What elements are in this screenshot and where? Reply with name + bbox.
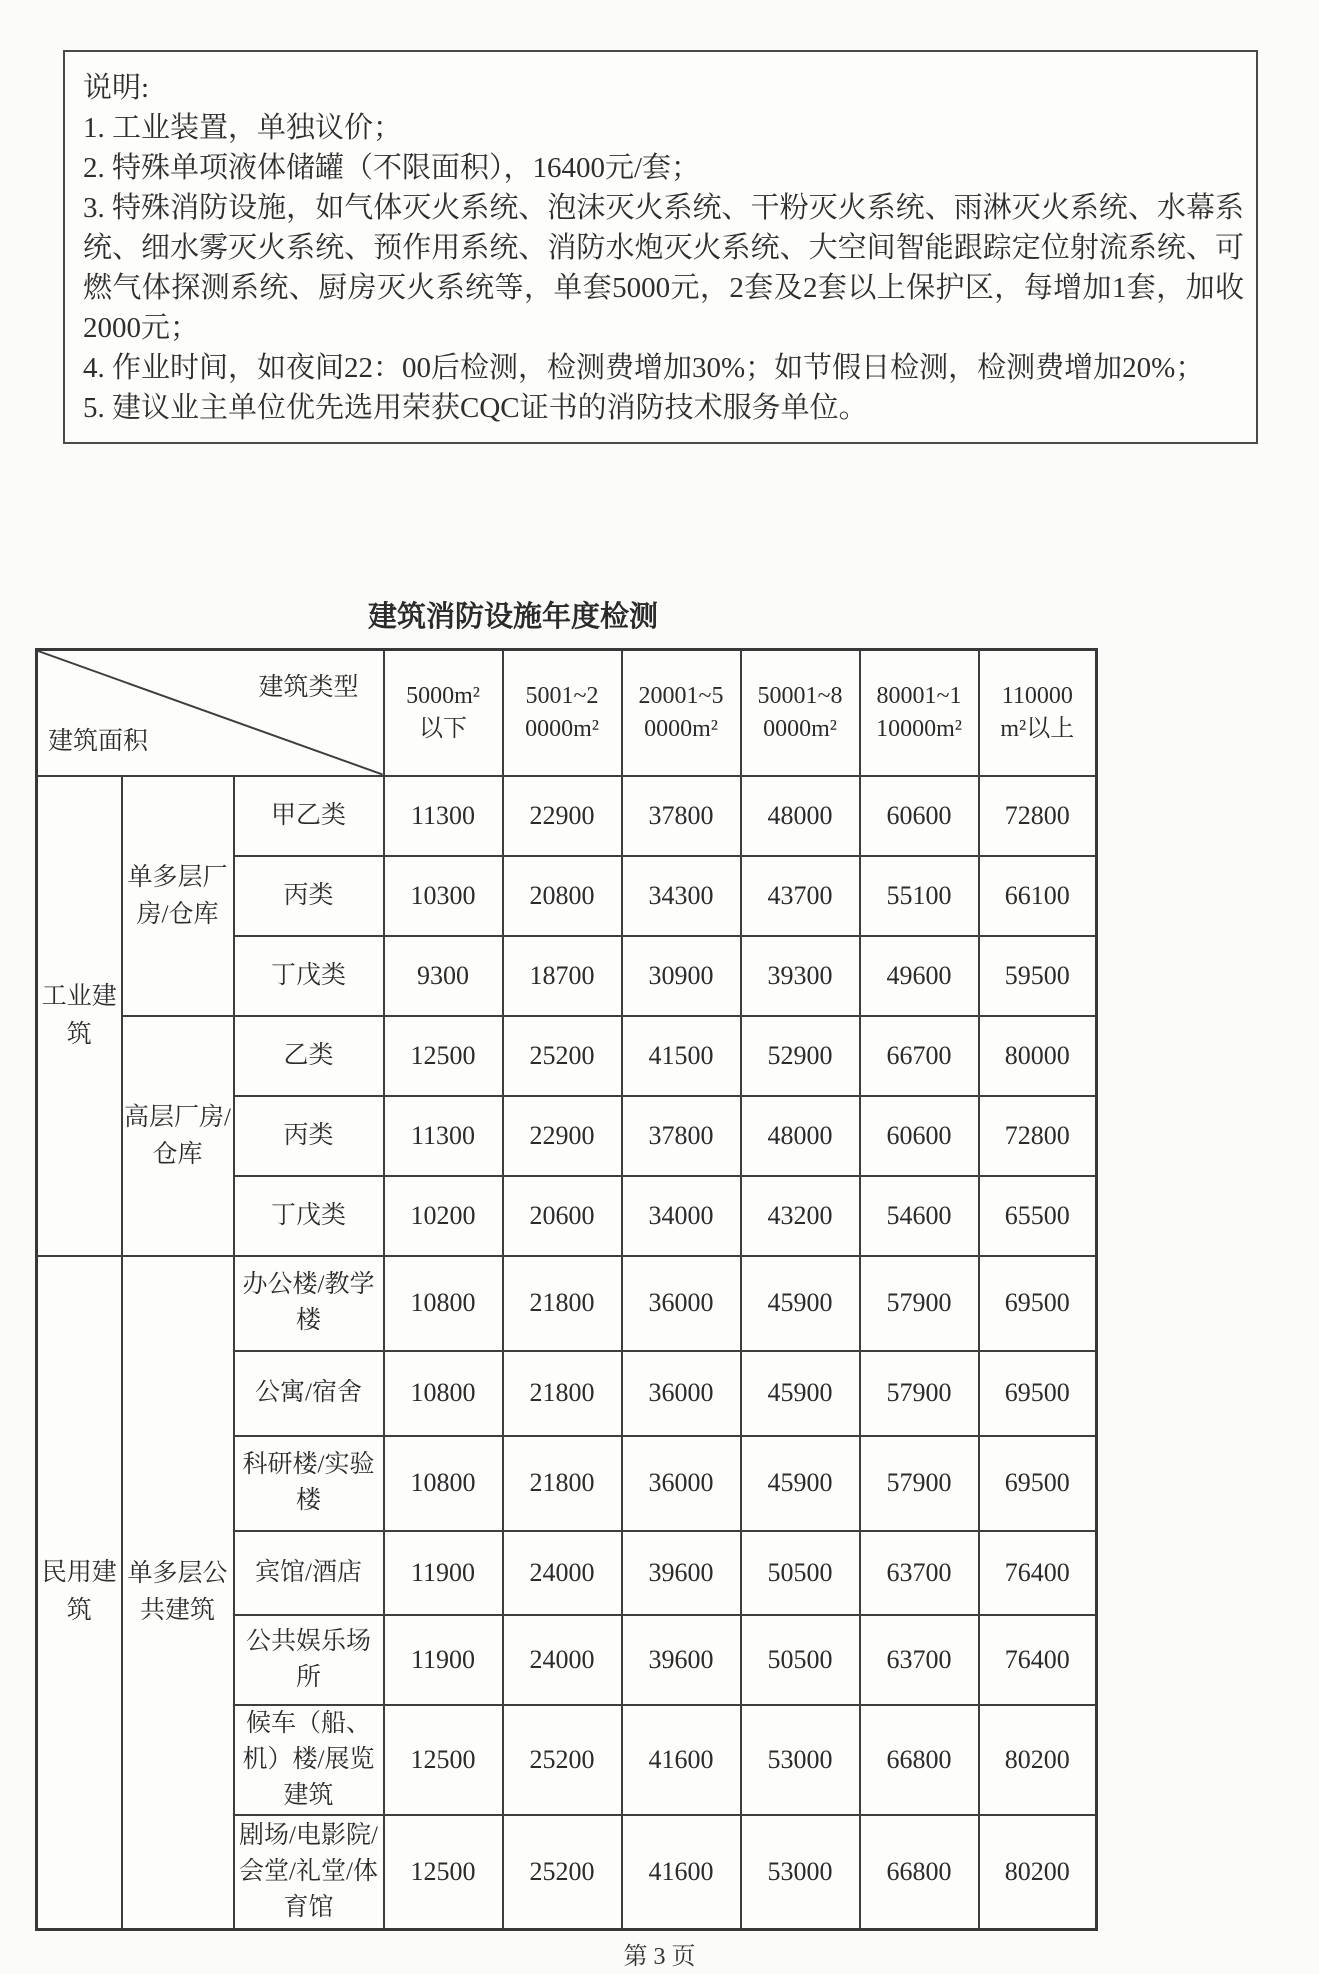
price-cell: 45900 (741, 1436, 860, 1531)
price-cell: 24000 (503, 1615, 622, 1705)
price-cell: 57900 (860, 1256, 979, 1351)
price-cell: 66100 (979, 856, 1097, 936)
price-cell: 21800 (503, 1351, 622, 1436)
price-cell: 63700 (860, 1531, 979, 1615)
building-type-cell: 丙类 (234, 856, 384, 936)
building-type-cell: 剧场/电影院/会堂/礼堂/体育馆 (234, 1815, 384, 1930)
corner-header-cell (37, 650, 384, 776)
price-cell: 36000 (622, 1351, 741, 1436)
price-cell: 25200 (503, 1705, 622, 1815)
price-cell: 10800 (384, 1351, 503, 1436)
area-range-line1: 110000 (1001, 682, 1073, 709)
price-cell: 59500 (979, 936, 1097, 1016)
building-type-cell: 宾馆/酒店 (234, 1531, 384, 1615)
price-cell: 60600 (860, 776, 979, 856)
price-cell: 50500 (741, 1531, 860, 1615)
price-cell: 57900 (860, 1351, 979, 1436)
building-type-cell: 丁戊类 (234, 936, 384, 1016)
price-cell: 49600 (860, 936, 979, 1016)
area-range-header (503, 650, 622, 776)
price-cell: 12500 (384, 1016, 503, 1096)
price-cell: 10800 (384, 1256, 503, 1351)
price-cell: 21800 (503, 1256, 622, 1351)
price-cell: 25200 (503, 1016, 622, 1096)
building-type-cell: 办公楼/教学楼 (234, 1256, 384, 1351)
price-cell: 72800 (979, 776, 1097, 856)
table-row (37, 776, 1097, 856)
subgroup-cell: 高层厂房/仓库 (122, 1016, 234, 1256)
price-cell: 39600 (622, 1615, 741, 1705)
price-cell: 53000 (741, 1815, 860, 1930)
area-range-header (979, 650, 1097, 776)
table-row (37, 1016, 1097, 1096)
price-cell: 11300 (384, 776, 503, 856)
price-cell: 54600 (860, 1176, 979, 1256)
note-item-2: 2. 特殊单项液体储罐（不限面积），16400元/套； (83, 152, 701, 184)
note-item-3: 3. 特殊消防设施，如气体灭火系统、泡沫灭火系统、干粉灭火系统、雨淋灭火系统、水幕系统、细水雾灭火系统、预作用系统、消防水炮灭火系统、大空间智能跟踪定位射流系统、可燃气体探测系统、厨房灭火系统等，单套5000元，2套及2套以上保护区，每增加1套，加收2000元； (83, 192, 1244, 344)
price-cell: 20800 (503, 856, 622, 936)
price-cell: 43700 (741, 856, 860, 936)
area-range-header (384, 650, 503, 776)
price-cell: 10300 (384, 856, 503, 936)
price-cell: 69500 (979, 1436, 1097, 1531)
price-cell: 60600 (860, 1096, 979, 1176)
building-type-cell: 候车（船、机）楼/展览建筑 (234, 1705, 384, 1815)
area-range-line1: 5000m² (406, 682, 480, 709)
area-range-line1: 50001~8 (757, 682, 843, 709)
area-range-header (741, 650, 860, 776)
price-cell: 53000 (741, 1705, 860, 1815)
price-cell: 57900 (860, 1436, 979, 1531)
price-cell: 34000 (622, 1176, 741, 1256)
note-item-4: 4. 作业时间，如夜间22：00后检测，检测费增加30%；如节假日检测，检测费增加20%； (83, 352, 1205, 384)
price-cell: 9300 (384, 936, 503, 1016)
price-cell: 11900 (384, 1615, 503, 1705)
price-cell: 21800 (503, 1436, 622, 1531)
building-type-cell: 丙类 (234, 1096, 384, 1176)
price-cell: 48000 (741, 1096, 860, 1176)
price-cell: 37800 (622, 1096, 741, 1176)
price-cell: 30900 (622, 936, 741, 1016)
area-range-line1: 20001~5 (638, 682, 724, 709)
price-cell: 18700 (503, 936, 622, 1016)
price-cell: 80000 (979, 1016, 1097, 1096)
price-cell: 69500 (979, 1351, 1097, 1436)
price-cell: 66800 (860, 1705, 979, 1815)
note-item-1: 1. 工业装置，单独议价； (83, 112, 403, 144)
subgroup-cell: 单多层公共建筑 (122, 1256, 234, 1930)
price-cell: 10800 (384, 1436, 503, 1531)
table-title: 建筑消防设施年度检测 (367, 601, 658, 633)
price-cell: 11900 (384, 1531, 503, 1615)
price-cell: 76400 (979, 1615, 1097, 1705)
price-cell: 66800 (860, 1815, 979, 1930)
group-cell-industrial: 工业建筑 (37, 776, 122, 1256)
price-cell: 39300 (741, 936, 860, 1016)
area-range-line1: 5001~2 (525, 682, 599, 709)
price-cell: 41600 (622, 1705, 741, 1815)
price-cell: 36000 (622, 1256, 741, 1351)
price-cell: 55100 (860, 856, 979, 936)
subgroup-cell: 单多层厂房/仓库 (122, 776, 234, 1016)
price-cell: 76400 (979, 1531, 1097, 1615)
price-cell: 41500 (622, 1016, 741, 1096)
building-type-cell: 甲乙类 (234, 776, 384, 856)
area-range-line1: 80001~1 (876, 682, 962, 709)
price-cell: 36000 (622, 1436, 741, 1531)
price-cell: 43200 (741, 1176, 860, 1256)
area-range-line2: 0000m² (525, 715, 599, 742)
price-cell: 65500 (979, 1176, 1097, 1256)
price-cell: 22900 (503, 1096, 622, 1176)
area-range-line2: 以下 (419, 715, 468, 742)
area-range-line2: 0000m² (763, 715, 837, 742)
price-cell: 66700 (860, 1016, 979, 1096)
price-cell: 22900 (503, 776, 622, 856)
price-cell: 48000 (741, 776, 860, 856)
price-cell: 10200 (384, 1176, 503, 1256)
building-type-cell: 乙类 (234, 1016, 384, 1096)
price-cell: 63700 (860, 1615, 979, 1705)
price-cell: 12500 (384, 1815, 503, 1930)
price-cell: 34300 (622, 856, 741, 936)
area-range-line2: 0000m² (644, 715, 718, 742)
building-type-label: 建筑类型 (258, 674, 359, 701)
price-cell: 50500 (741, 1615, 860, 1705)
price-cell: 41600 (622, 1815, 741, 1930)
price-cell: 24000 (503, 1531, 622, 1615)
building-type-cell: 丁戊类 (234, 1176, 384, 1256)
area-range-line2: 10000m² (876, 715, 962, 742)
area-range-line2: m²以上 (1000, 715, 1075, 742)
page-number: 第 3 页 (623, 1944, 696, 1970)
group-cell-civil: 民用建筑 (37, 1256, 122, 1930)
price-cell: 39600 (622, 1531, 741, 1615)
price-cell: 72800 (979, 1096, 1097, 1176)
price-cell: 25200 (503, 1815, 622, 1930)
annual-inspection-fee-table (35, 648, 1098, 1931)
area-range-header (860, 650, 979, 776)
price-cell: 20600 (503, 1176, 622, 1256)
price-cell: 11300 (384, 1096, 503, 1176)
note-item-5: 5. 建议业主单位优先选用荣获CQC证书的消防技术服务单位。 (83, 392, 868, 424)
building-type-cell: 科研楼/实验楼 (234, 1436, 384, 1531)
area-range-header (622, 650, 741, 776)
price-cell: 45900 (741, 1351, 860, 1436)
price-cell: 37800 (622, 776, 741, 856)
notes-box (63, 50, 1258, 444)
header-row (37, 650, 1097, 776)
building-type-cell: 公寓/宿舍 (234, 1351, 384, 1436)
building-type-cell: 公共娱乐场所 (234, 1615, 384, 1705)
notes-title: 说明: (83, 72, 150, 104)
building-area-label: 建筑面积 (48, 727, 149, 755)
price-cell: 12500 (384, 1705, 503, 1815)
price-cell: 52900 (741, 1016, 860, 1096)
price-cell: 45900 (741, 1256, 860, 1351)
price-cell: 69500 (979, 1256, 1097, 1351)
price-cell: 80200 (979, 1815, 1097, 1930)
price-cell: 80200 (979, 1705, 1097, 1815)
table-row (37, 1256, 1097, 1351)
